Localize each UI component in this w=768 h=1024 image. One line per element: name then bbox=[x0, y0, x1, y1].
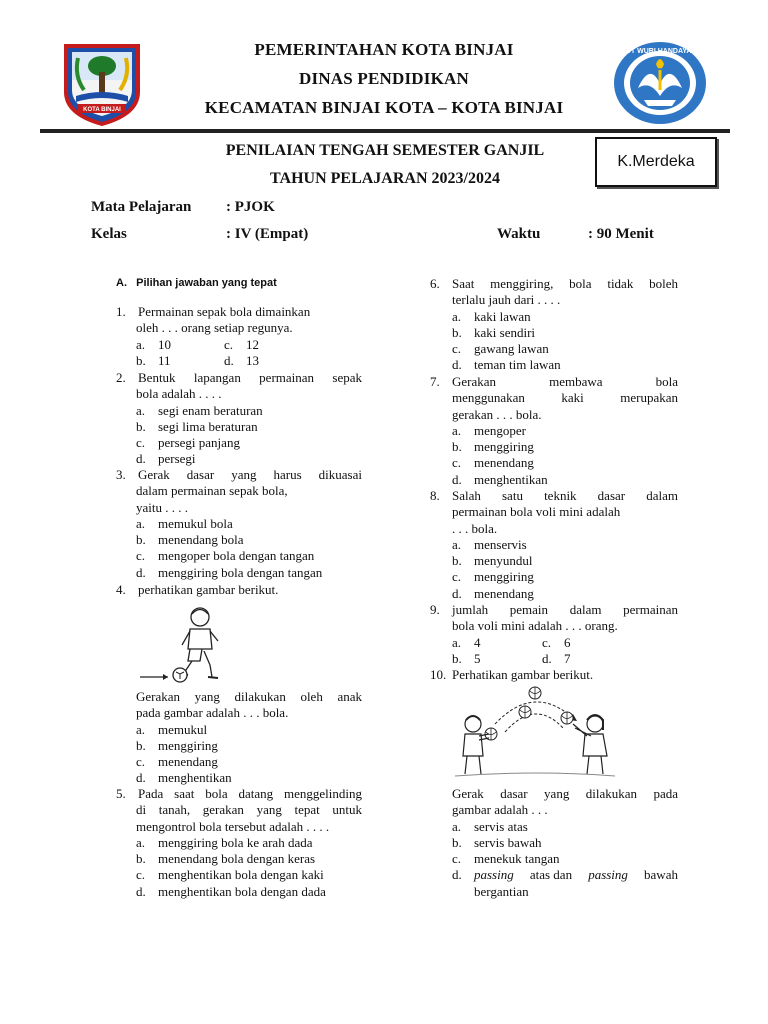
option-letter: b. bbox=[452, 553, 462, 569]
header-line-1: PEMERINTAHAN KOTA BINJAI bbox=[254, 40, 514, 59]
option-text: segi enam beraturan bbox=[158, 402, 263, 418]
question-number: 3. bbox=[116, 467, 126, 482]
exam-year: TAHUN PELAJARAN 2023/2024 bbox=[270, 170, 500, 187]
option-letter: c. bbox=[224, 336, 234, 352]
question-10 bbox=[430, 667, 678, 683]
option-text: menendang bbox=[474, 455, 534, 471]
question-text: Permainan sepak bola dimainkan bbox=[138, 304, 311, 319]
question-text: Gerakan yang dilakukan oleh anak bbox=[136, 689, 362, 704]
tut-wuri-logo-text: TUT WURI HANDAYANI bbox=[621, 48, 699, 55]
option-letter: c. bbox=[452, 455, 462, 471]
option-text: menghentikan bola dengan dada bbox=[158, 883, 326, 899]
question-text: Pada saat bola datang menggelinding bbox=[138, 786, 362, 801]
question-text: . . . bola. bbox=[452, 520, 498, 536]
question-text: menggunakan kaki merupakan bbox=[452, 390, 678, 406]
question-5 bbox=[116, 786, 362, 900]
option-text: 13 bbox=[246, 352, 259, 368]
question-7 bbox=[430, 374, 678, 488]
option-text: 12 bbox=[246, 336, 259, 352]
question-text: Gerakan membawa bola bbox=[452, 374, 678, 389]
option-letter: b. bbox=[136, 418, 146, 434]
question-6 bbox=[430, 276, 678, 374]
question-text: bola voli mini adalah . . . orang. bbox=[452, 618, 618, 634]
option-text-italic: passing bbox=[474, 867, 514, 883]
class-label: Kelas bbox=[91, 226, 127, 242]
question-text: gambar adalah . . . bbox=[452, 802, 548, 818]
option-letter: c. bbox=[452, 851, 462, 867]
question-text: oleh . . . orang setiap regunya. bbox=[136, 320, 293, 336]
option-text: memukul bola bbox=[158, 515, 233, 531]
option-letter: a. bbox=[452, 536, 462, 552]
option-text: servis bawah bbox=[474, 834, 542, 850]
option-text: 10 bbox=[158, 336, 171, 352]
exam-title: PENILAIAN TENGAH SEMESTER GANJIL bbox=[225, 142, 545, 159]
option-text: menghentikan bbox=[474, 471, 548, 487]
time-value: : 90 Menit bbox=[588, 226, 654, 242]
volleyball-passing-illustration bbox=[455, 684, 615, 780]
option-letter: a. bbox=[136, 515, 146, 531]
option-letter: d. bbox=[452, 867, 462, 883]
option-text-part: atas dan bbox=[529, 867, 573, 883]
option-text: teman tim lawan bbox=[474, 357, 561, 373]
option-text: 7 bbox=[564, 650, 571, 666]
option-letter: d. bbox=[542, 650, 552, 666]
option-letter: b. bbox=[136, 532, 146, 548]
option-text: 5 bbox=[474, 650, 481, 666]
option-letter: d. bbox=[452, 471, 462, 487]
question-9 bbox=[430, 602, 678, 667]
option-letter: c. bbox=[542, 634, 552, 650]
option-text: 6 bbox=[564, 634, 571, 650]
question-text: mengontrol bola tersebut adalah . . . . bbox=[136, 818, 330, 834]
question-number: 5. bbox=[116, 786, 126, 801]
question-number: 9. bbox=[430, 602, 440, 617]
question-4-continued bbox=[136, 689, 362, 787]
option-text: 4 bbox=[474, 634, 481, 650]
option-text: memukul bbox=[158, 721, 208, 737]
question-text: Bentuk lapangan permainan sepak bbox=[138, 370, 362, 385]
question-number: 7. bbox=[430, 374, 440, 389]
question-text: Perhatikan gambar berikut. bbox=[452, 667, 594, 682]
option-text: mengoper bola dengan tangan bbox=[158, 548, 315, 564]
question-number: 6. bbox=[430, 276, 440, 291]
question-1 bbox=[116, 304, 362, 369]
option-letter: a. bbox=[136, 834, 146, 850]
question-2 bbox=[116, 370, 362, 468]
question-text: Gerak dasar yang dilakukan pada bbox=[452, 786, 678, 801]
header-line-2: DINAS PENDIDIKAN bbox=[299, 69, 469, 88]
option-text: menggiring bola ke arah dada bbox=[158, 834, 313, 850]
option-letter: a. bbox=[452, 818, 462, 834]
option-text bbox=[474, 867, 678, 883]
option-letter: d. bbox=[136, 451, 146, 467]
header bbox=[0, 0, 768, 135]
question-number: 10. bbox=[430, 667, 447, 682]
kota-binjai-logo-text: KOTA BINJAI bbox=[83, 107, 121, 113]
option-text-part: bawah bbox=[644, 867, 678, 883]
question-text: Salah satu teknik dasar dalam bbox=[452, 488, 678, 503]
option-letter: b. bbox=[136, 737, 146, 753]
option-text: menyundul bbox=[474, 553, 533, 569]
option-text: menservis bbox=[474, 536, 527, 552]
option-text: menendang bola bbox=[158, 532, 244, 548]
question-text: pada gambar adalah . . . bola. bbox=[136, 705, 289, 721]
question-10-continued bbox=[452, 786, 678, 900]
question-text: di tanah, gerakan yang tepat untuk bbox=[136, 802, 362, 818]
option-letter: d. bbox=[452, 585, 462, 601]
option-letter: c. bbox=[136, 548, 146, 564]
option-letter: a. bbox=[136, 402, 146, 418]
option-text: bergantian bbox=[474, 883, 529, 899]
option-letter: b. bbox=[452, 324, 462, 340]
option-text: kaki lawan bbox=[474, 308, 531, 324]
question-4 bbox=[116, 582, 362, 598]
option-letter: c. bbox=[136, 867, 146, 883]
question-text: perhatikan gambar berikut. bbox=[138, 582, 279, 597]
option-letter: a. bbox=[136, 336, 146, 352]
question-number: 1. bbox=[116, 304, 126, 319]
question-text: dalam permainan sepak bola, bbox=[136, 483, 288, 499]
option-letter: a. bbox=[136, 721, 146, 737]
option-text: menggiring bbox=[474, 439, 534, 455]
question-text: jumlah pemain dalam permainan bbox=[452, 602, 678, 617]
option-text: menendang bola dengan keras bbox=[158, 851, 316, 867]
option-text: menendang bbox=[158, 754, 218, 770]
option-letter: c. bbox=[452, 569, 462, 585]
option-text: 11 bbox=[158, 352, 171, 368]
option-letter: b. bbox=[136, 352, 146, 368]
child-dribbling-ball-illustration bbox=[138, 605, 243, 685]
option-text: menggiring bbox=[474, 569, 534, 585]
option-text: mengoper bbox=[474, 422, 526, 438]
header-divider bbox=[40, 129, 730, 133]
option-letter: b. bbox=[452, 834, 462, 850]
curriculum-badge: K.Merdeka bbox=[595, 137, 717, 187]
question-number: 2. bbox=[116, 370, 126, 385]
option-letter: a. bbox=[452, 308, 462, 324]
option-text: menghentikan bbox=[158, 770, 232, 786]
option-letter: b. bbox=[136, 851, 146, 867]
option-text: menekuk tangan bbox=[474, 851, 560, 867]
header-line-3: KECAMATAN BINJAI KOTA – KOTA BINJAI bbox=[204, 98, 564, 117]
option-letter: c. bbox=[136, 754, 146, 770]
option-text: menendang bbox=[474, 585, 534, 601]
question-text: terlalu jauh dari . . . . bbox=[452, 292, 561, 308]
class-value: : IV (Empat) bbox=[226, 226, 309, 242]
question-text: gerakan . . . bola. bbox=[452, 406, 542, 422]
option-letter: c. bbox=[452, 341, 462, 357]
option-text: menggiring bbox=[158, 737, 218, 753]
option-text: kaki sendiri bbox=[474, 324, 536, 340]
option-letter: d. bbox=[136, 564, 146, 580]
time-label: Waktu bbox=[497, 226, 541, 242]
option-letter: c. bbox=[136, 435, 146, 451]
question-text: Saat menggiring, bola tidak boleh bbox=[452, 276, 678, 291]
question-text: Gerak dasar yang harus dikuasai bbox=[138, 467, 362, 482]
question-text: permainan bola voli mini adalah bbox=[452, 504, 621, 520]
option-text: persegi panjang bbox=[158, 435, 240, 451]
option-text: servis atas bbox=[474, 818, 528, 834]
option-text: segi lima beraturan bbox=[158, 418, 258, 434]
option-text: gawang lawan bbox=[474, 341, 549, 357]
option-text: menggiring bola dengan tangan bbox=[158, 564, 323, 580]
option-letter: d. bbox=[224, 352, 234, 368]
option-letter: d. bbox=[136, 770, 146, 786]
question-3 bbox=[116, 467, 362, 581]
option-text: persegi bbox=[158, 451, 196, 467]
option-letter: d. bbox=[136, 883, 146, 899]
subject-label: Mata Pelajaran bbox=[91, 199, 192, 215]
question-text: yaitu . . . . bbox=[136, 499, 188, 515]
option-letter: b. bbox=[452, 439, 462, 455]
question-number: 8. bbox=[430, 488, 440, 503]
section-heading: A. Pilihan jawaban yang tepat bbox=[116, 277, 277, 289]
option-text-italic: passing bbox=[588, 867, 628, 883]
subject-value: : PJOK bbox=[226, 199, 275, 215]
question-8 bbox=[430, 488, 678, 602]
option-letter: a. bbox=[452, 422, 462, 438]
option-letter: b. bbox=[452, 650, 462, 666]
option-letter: d. bbox=[452, 357, 462, 373]
tut-wuri-handayani-logo bbox=[612, 40, 708, 126]
option-text: menghentikan bola dengan kaki bbox=[158, 867, 324, 883]
option-letter: a. bbox=[452, 634, 462, 650]
question-text: bola adalah . . . . bbox=[136, 386, 222, 402]
question-number: 4. bbox=[116, 582, 126, 597]
